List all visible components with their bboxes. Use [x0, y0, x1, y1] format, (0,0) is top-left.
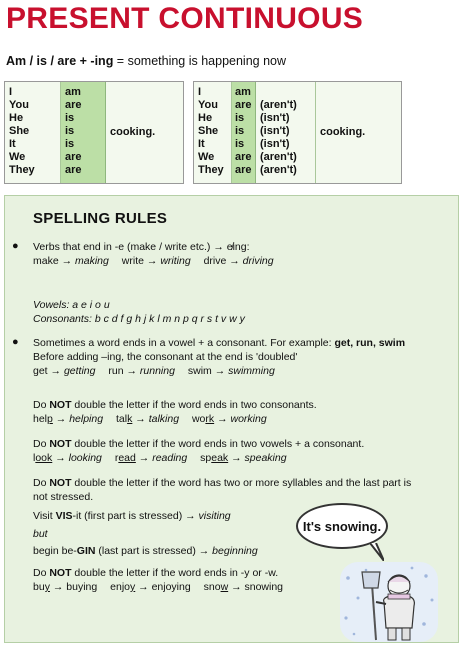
affirmative-table — [4, 81, 184, 184]
example: snow → snowing — [203, 581, 284, 593]
verb-cell: is — [235, 138, 245, 150]
pronoun-cell: It — [9, 138, 16, 150]
visit-example: Visit VIS-it (first part is stressed) → visiting — [33, 510, 231, 522]
pronoun-column — [5, 82, 61, 183]
pronoun-cell: They — [9, 164, 35, 176]
pronoun-cell: It — [198, 138, 205, 150]
rule-text: Before adding –ing, the consonant at the end is 'doubled' — [33, 351, 298, 363]
verb-cell: are — [65, 151, 82, 163]
example: talk → talking — [116, 413, 180, 425]
pronoun-cell: You — [9, 99, 29, 111]
pronoun-cell: You — [198, 99, 218, 111]
rule-text: Do NOT double the letter if the word has two or more syllables and the last part is — [33, 477, 412, 489]
action-text: cooking. — [320, 126, 366, 138]
rule-text: Sometimes a word ends in a vowel + a consonant. For example: get, run, swim — [33, 337, 406, 349]
pronoun-column — [194, 82, 232, 183]
bullet-icon: ● — [12, 336, 19, 348]
verb-column — [232, 82, 256, 183]
negation-column — [256, 82, 316, 183]
example-row — [33, 412, 317, 426]
bubble-text: It's snowing. — [302, 518, 382, 534]
negation-cell: (aren't) — [260, 164, 297, 176]
begin-example: begin be-GIN (last part is stressed) → beginning — [33, 545, 258, 557]
example: swim → swimming — [187, 365, 275, 377]
verb-cell: are — [235, 164, 252, 176]
verb-column — [61, 82, 106, 183]
action-cell — [106, 82, 183, 183]
vowels-consonants — [33, 298, 245, 326]
pronoun-cell: He — [9, 112, 24, 124]
negation-cell: (aren't) — [260, 99, 297, 111]
formula-bold: Am / is / are + -ing — [6, 54, 114, 68]
rule-e-ending — [33, 240, 284, 268]
negation-cell: (isn't) — [260, 125, 290, 137]
pronoun-cell: He — [198, 112, 213, 124]
negation-cell: (aren't) — [260, 151, 297, 163]
pronoun-cell: We — [9, 151, 26, 163]
example: read → reading — [114, 452, 188, 464]
bullet-icon: ● — [12, 240, 19, 252]
verb-cell: are — [235, 99, 252, 111]
rule-text: Verbs that end in -e (make / write etc.) → e̸ing: — [33, 241, 250, 253]
formula-line — [6, 54, 286, 68]
verb-cell: is — [235, 112, 245, 124]
rule-text: Do NOT double the letter if the word ends in -y or -w. — [33, 567, 279, 579]
example: get → getting — [33, 365, 96, 377]
negation-cell: (isn't) — [260, 112, 290, 124]
verb-cell: is — [65, 112, 75, 124]
example: make → making — [33, 255, 109, 267]
negation-cell: (isn't) — [260, 138, 290, 150]
example-row — [33, 254, 284, 268]
rule-two-vowels — [33, 437, 364, 465]
rule-text: Do NOT double the letter if the word ends in two vowels + a consonant. — [33, 438, 365, 450]
verb-cell: are — [235, 151, 252, 163]
action-cell — [316, 82, 401, 183]
negative-table — [193, 81, 402, 184]
example-row — [33, 580, 293, 594]
example: speak → speaking — [200, 452, 287, 464]
verb-cell: am — [235, 86, 251, 98]
pronoun-cell: We — [198, 151, 215, 163]
example-row — [33, 364, 405, 378]
example: buy → buying — [33, 581, 98, 593]
example: look → looking — [33, 452, 102, 464]
pronoun-cell: She — [198, 125, 219, 137]
example: run → running — [108, 365, 175, 377]
example: drive → driving — [203, 255, 274, 267]
rule-text: not stressed. — [33, 491, 94, 503]
example: work → working — [191, 413, 267, 425]
vowels-line: Vowels: a e i o u — [33, 299, 110, 311]
pronoun-cell: I — [9, 86, 13, 98]
snow-person-illustration — [336, 558, 440, 644]
verb-cell: am — [65, 86, 81, 98]
verb-cell: are — [65, 164, 82, 176]
pronoun-cell: She — [9, 125, 30, 137]
rule-text: Do NOT double the letter if the word ends in two consonants. — [33, 399, 317, 411]
spelling-rules-title: SPELLING RULES — [33, 210, 168, 227]
example-row — [33, 451, 364, 465]
verb-cell: is — [65, 138, 75, 150]
rule-doubling — [33, 336, 405, 378]
example: enjoy → enjoying — [110, 581, 191, 593]
verb-cell: is — [235, 125, 245, 137]
example: write → writing — [121, 255, 191, 267]
consonants-line: Consonants: b c d f g h j k l m n p q r s t v w y — [33, 313, 245, 325]
pronoun-cell: I — [198, 86, 202, 98]
pronoun-cell: They — [198, 164, 224, 176]
negation-cell — [260, 86, 315, 99]
rule-y-w — [33, 566, 293, 594]
formula-rest: = something is happening now — [113, 54, 287, 68]
example: help → helping — [33, 413, 104, 425]
verb-cell: is — [65, 125, 75, 137]
but-word: but — [33, 528, 48, 540]
rule-two-consonants — [33, 398, 317, 426]
verb-cell: are — [65, 99, 82, 111]
page-title: PRESENT CONTINUOUS — [6, 2, 364, 35]
action-text: cooking. — [110, 126, 156, 138]
